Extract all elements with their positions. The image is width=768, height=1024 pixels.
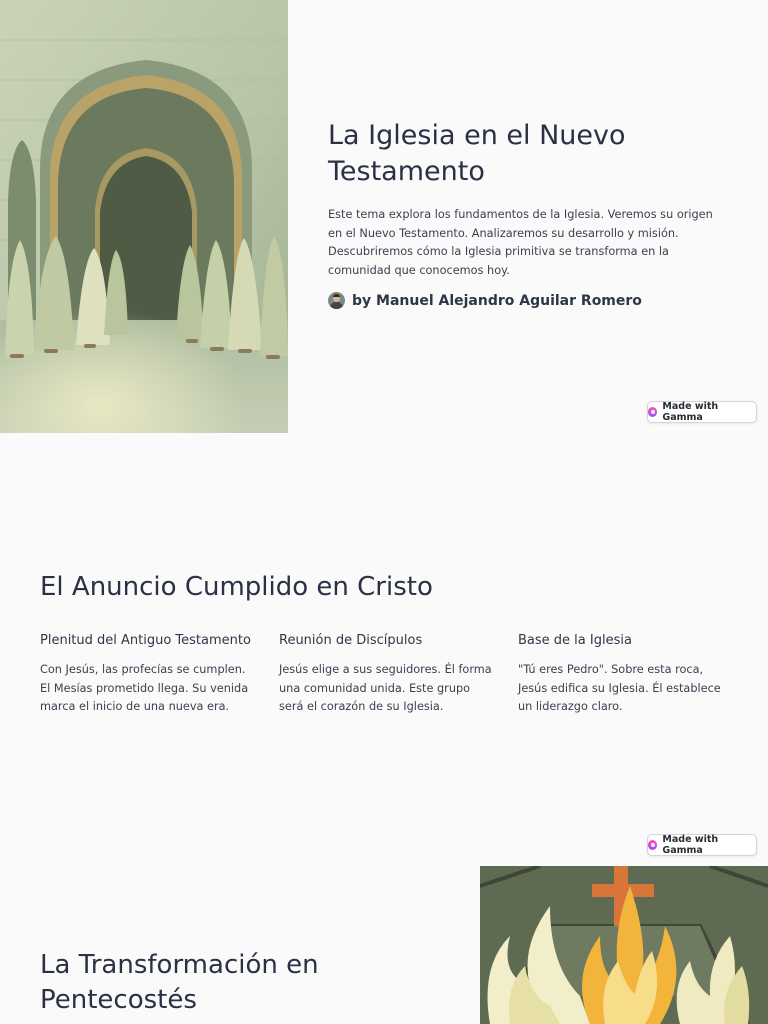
- church-hall-image: [0, 0, 288, 433]
- presentation-title: La Iglesia en el Nuevo Testamento: [328, 120, 626, 187]
- pentecost-image: [480, 866, 768, 1024]
- column-text: Con Jesús, las profecías se cumplen. El Mesías prometido llega. Su venida marca el inicio de una nueva era.: [40, 663, 249, 713]
- section-title: El Anuncio Cumplido en Cristo: [40, 572, 433, 602]
- made-with-gamma-badge[interactable]: [647, 401, 757, 423]
- badge-label: Made with Gamma: [662, 401, 719, 423]
- author-byline: [328, 292, 642, 309]
- gamma-logo-icon: [648, 840, 657, 850]
- column-reunion: [279, 631, 494, 717]
- gamma-logo-icon: [648, 407, 657, 417]
- badge-label: Made with Gamma: [662, 834, 719, 856]
- column-base: [518, 631, 733, 717]
- column-heading: Reunión de Discípulos: [279, 633, 423, 648]
- made-with-gamma-badge[interactable]: [647, 834, 757, 856]
- author-avatar: [328, 292, 345, 309]
- column-text: "Tú eres Pedro". Sobre esta roca, Jesús edifica su Iglesia. Él establece un liderazgo claro.: [518, 663, 721, 713]
- column-heading: Plenitud del Antiguo Testamento: [40, 633, 251, 648]
- column-text: Jesús elige a sus seguidores. Él forma una comunidad unida. Este grupo será el corazón de su Iglesia.: [279, 663, 492, 713]
- flames-and-cross-icon: [480, 866, 768, 1024]
- content-slide-anuncio: [0, 433, 768, 866]
- arched-hall-illustration-icon: [0, 0, 288, 433]
- presentation-description: Este tema explora los fundamentos de la Iglesia. Veremos su origen en el Nuevo Testamento. Analizaremos su desarrollo y misión. Descubriremos cómo la Iglesia primitiva se transforma en la comunidad que conocemos hoy.: [328, 208, 713, 277]
- section-title: La Transformación en Pentecostés: [40, 950, 319, 1015]
- title-slide: [0, 0, 768, 433]
- column-heading: Base de la Iglesia: [518, 633, 632, 648]
- content-slide-pentecostes: [0, 866, 768, 1024]
- column-plenitud: [40, 631, 255, 717]
- author-name: by Manuel Alejandro Aguilar Romero: [352, 292, 642, 309]
